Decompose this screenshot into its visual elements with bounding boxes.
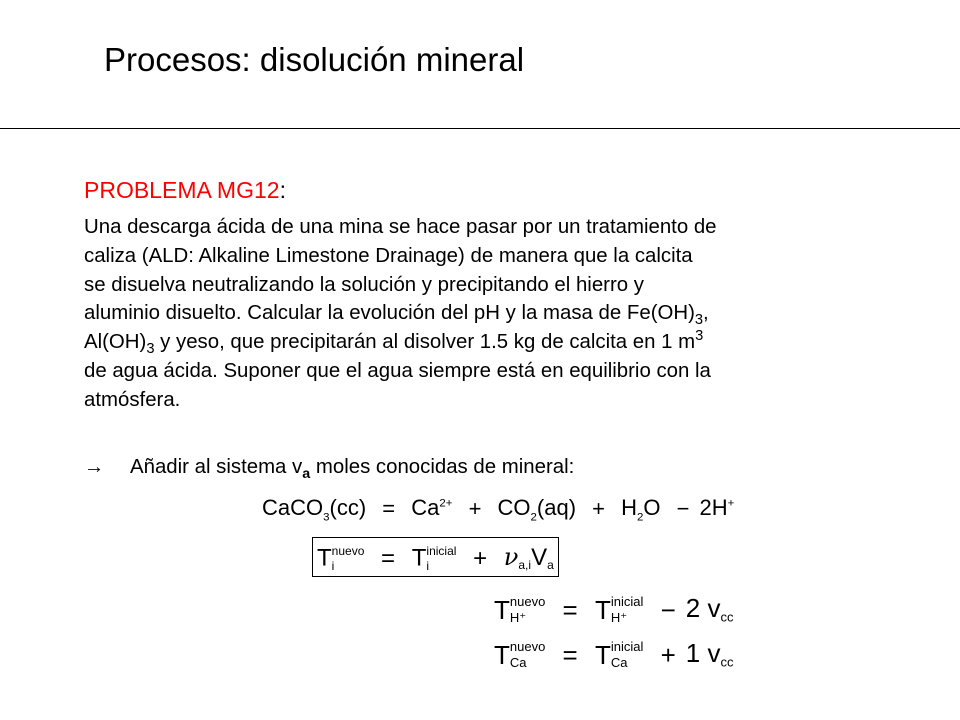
symbol-t: T (594, 640, 611, 671)
subscript: a,i (518, 558, 532, 573)
script-stack (426, 545, 456, 572)
superscript: 2+ (439, 497, 453, 510)
problem-line-4-text: aluminio disuelto. Calcular la evolución del pH y la masa de Fe(OH) (84, 302, 695, 325)
problem-line-5 (84, 328, 924, 357)
script-stack (611, 640, 644, 669)
superscript: inicial (610, 594, 644, 610)
subscript: 3 (146, 341, 155, 358)
superscript: + (727, 497, 735, 510)
minus-sign: − (660, 595, 676, 626)
plus-sign: + (473, 544, 488, 572)
problem-line-4-end: , (703, 302, 709, 325)
subscript: i (331, 558, 335, 573)
symbol-t: T (411, 544, 427, 572)
bullet-text-end: moles conocidas de mineral: (310, 456, 575, 478)
bullet-text: Añadir al sistema v (130, 456, 303, 478)
script-stack (332, 545, 365, 572)
problem-line-5-text: y yeso, que precipitarán al disolver 1.5 kg de calcita en 1 m (154, 331, 696, 354)
minus-sign: − (676, 496, 690, 522)
superscript: nuevo (509, 594, 546, 610)
problem-label-colon: : (279, 177, 286, 203)
symbol-t: T (594, 595, 611, 626)
superscript: nuevo (509, 639, 546, 655)
subscript: Ca (509, 655, 527, 671)
formula-ca: Ca (411, 495, 440, 520)
problem-line-3: se disuelva neutralizando la solución y precipitando el hierro y (84, 273, 644, 296)
dissolution-reaction (262, 491, 734, 526)
script-stack (611, 595, 644, 624)
bullet-subscript: a (302, 466, 311, 483)
subscript: H⁺ (509, 610, 527, 626)
subscript: 2 (530, 511, 537, 524)
plus-sign: + (468, 496, 482, 522)
phase-label: (cc) (329, 495, 367, 520)
arrow-icon: → (84, 456, 105, 478)
general-update-equation (312, 537, 559, 577)
problem-line-6: de agua ácida. Suponer que el agua siempre está en equilibrio con la (84, 359, 711, 382)
subscript: i (426, 558, 430, 573)
equals-sign: = (562, 595, 578, 626)
plus-sign: + (660, 640, 676, 671)
symbol-nu: ν (503, 543, 519, 571)
symbol-v: v (707, 638, 721, 668)
formula-o: O (643, 495, 661, 520)
superscript: inicial (426, 544, 457, 559)
coefficient: 2 (685, 593, 701, 623)
problem-line-2: caliza (ALD: Alkaline Limestone Drainage) de manera que la calcita (84, 244, 693, 267)
subscript: H⁺ (610, 610, 628, 626)
formula-h: H (711, 495, 728, 520)
subscript: 3 (694, 312, 704, 329)
page-title: Procesos: disolución mineral (104, 41, 525, 78)
problem-line-1: Una descarga ácida de una mina se hace pasar por un tratamiento de (84, 216, 717, 238)
equals-sign: = (382, 496, 396, 522)
coefficient: 1 (685, 638, 701, 668)
problem-heading (84, 175, 286, 205)
problem-statement (84, 213, 924, 415)
symbol-t: T (494, 640, 510, 671)
bullet-item (84, 452, 574, 482)
symbol-v: V (531, 544, 548, 571)
title-divider (0, 128, 960, 129)
subscript: a (547, 558, 554, 573)
h-balance-equation (494, 590, 734, 636)
coefficient: 2 (699, 495, 712, 520)
plus-sign: + (592, 496, 606, 522)
formula-caco3: CaCO (262, 495, 324, 520)
problem-line-7: atmósfera. (84, 388, 181, 411)
symbol-t: T (317, 544, 332, 572)
problem-line-4 (84, 299, 924, 328)
superscript: nuevo (331, 544, 365, 559)
problem-label: PROBLEMA MG12 (84, 177, 280, 203)
phase-label: (aq) (536, 495, 577, 520)
script-stack (510, 595, 545, 624)
script-stack (510, 640, 545, 669)
symbol-t: T (494, 595, 510, 626)
equals-sign: = (381, 544, 396, 572)
superscript: 3 (695, 328, 704, 345)
superscript: inicial (610, 639, 644, 655)
symbol-v: v (707, 593, 721, 623)
subscript: 2 (637, 511, 644, 524)
problem-line-5-start: Al(OH) (84, 331, 147, 354)
formula-h2o: H (621, 495, 638, 520)
subscript: 3 (323, 511, 330, 524)
equals-sign: = (562, 640, 578, 671)
subscript: Ca (610, 655, 628, 671)
subscript: cc (720, 654, 734, 670)
subscript: cc (720, 609, 734, 625)
formula-co2: CO (497, 495, 531, 520)
ca-balance-equation (494, 635, 734, 681)
